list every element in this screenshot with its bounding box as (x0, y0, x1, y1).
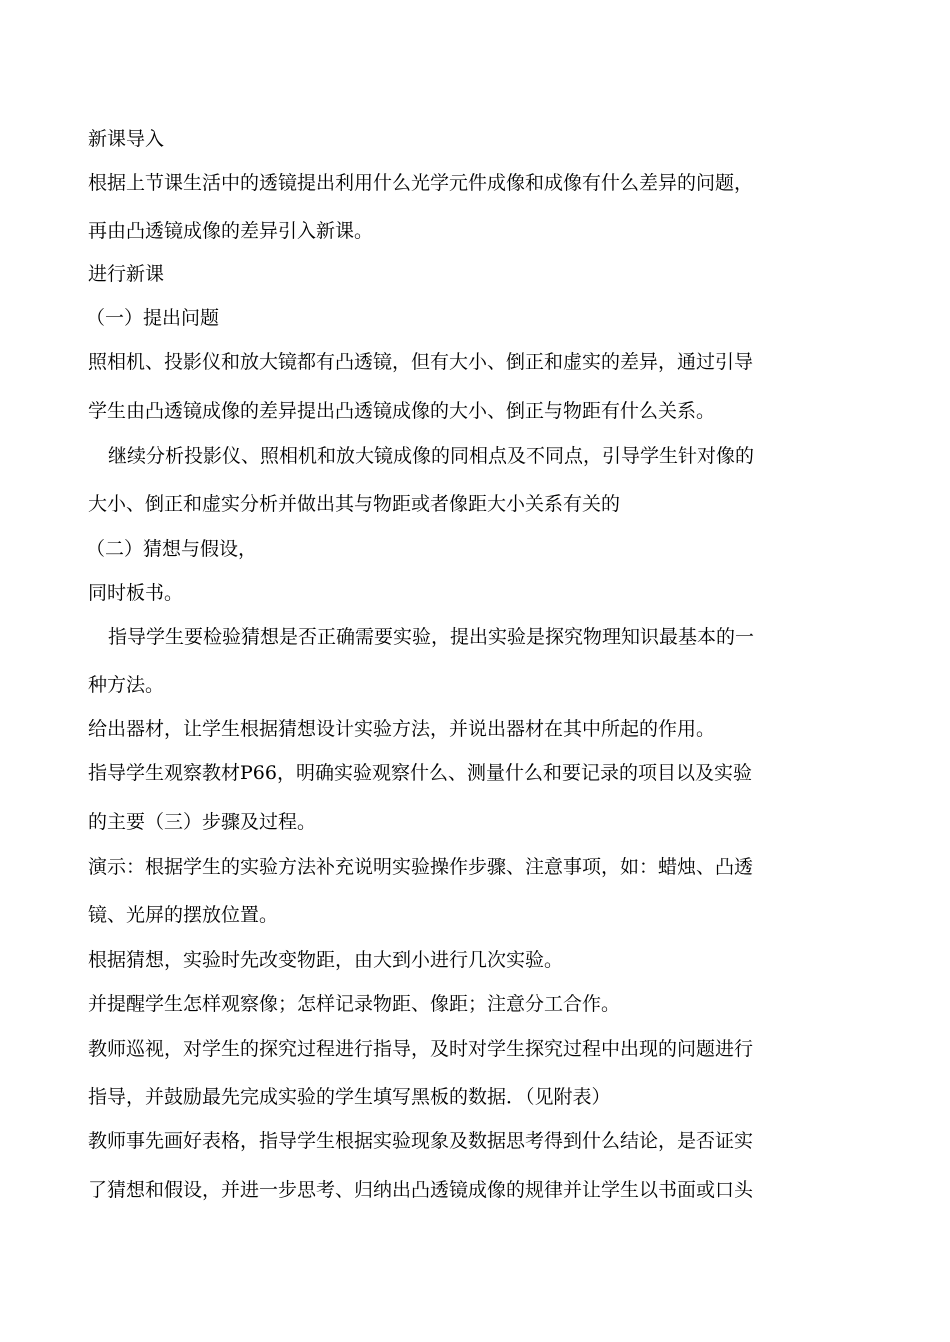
paragraph-line: 根据猜想，实验时先改变物距，由大到小进行几次实验。 (88, 949, 564, 971)
paragraph-line: 继续分析投影仪、照相机和放大镜成像的同相点及不同点，引导学生针对像的 (108, 445, 755, 467)
paragraph-line: 学生由凸透镜成像的差异提出凸透镜成像的大小、倒正与物距有什么关系。 (88, 400, 716, 422)
paragraph-line: 同时板书。 (88, 582, 184, 604)
paragraph-line: 根据上节课生活中的透镜提出利用什么光学元件成像和成像有什么差异的问题， (88, 172, 754, 194)
section-heading-2: （二）猜想与假设， (86, 538, 258, 560)
paragraph-line: 再由凸透镜成像的差异引入新课。 (88, 220, 374, 242)
paragraph-line: 指导学生观察教材P66，明确实验观察什么、测量什么和要记录的项目以及实验 (88, 762, 752, 784)
paragraph-line: 指导，并鼓励最先完成实验的学生填写黑板的数据．（见附表） (88, 1086, 611, 1108)
paragraph-line: 的主要（三）步骤及过程。 (88, 811, 317, 833)
heading-new-lesson: 进行新课 (88, 263, 165, 285)
paragraph-line: 教师巡视，对学生的探究过程进行指导，及时对学生探究过程中出现的问题进行 (88, 1038, 754, 1060)
section-heading-1: （一）提出问题 (86, 307, 220, 329)
paragraph-line: 给出器材，让学生根据猜想设计实验方法，并说出器材在其中所起的作用。 (88, 718, 716, 740)
paragraph-line: 演示：根据学生的实验方法补充说明实验操作步骤、注意事项，如：蜡烛、凸透 (88, 856, 754, 878)
paragraph-line: 了猜想和假设，并进一步思考、归纳出凸透镜成像的规律并让学生以书面或口头 (88, 1179, 754, 1201)
paragraph-line: 种方法。 (88, 674, 165, 696)
paragraph-line: 镜、光屏的摆放位置。 (88, 904, 279, 926)
paragraph-line: 指导学生要检验猜想是否正确需要实验，提出实验是探究物理知识最基本的一 (108, 626, 755, 648)
heading-new-lesson-intro: 新课导入 (88, 128, 165, 150)
paragraph-line: 教师事先画好表格，指导学生根据实验现象及数据思考得到什么结论，是否证实 (88, 1130, 754, 1152)
paragraph-line: 并提醒学生怎样观察像；怎样记录物距、像距；注意分工合作。 (88, 993, 621, 1015)
paragraph-line: 照相机、投影仪和放大镜都有凸透镜，但有大小、倒正和虚实的差异，通过引导 (88, 351, 754, 373)
paragraph-line: 大小、倒正和虚实分析并做出其与物距或者像距大小关系有关的 (88, 493, 621, 515)
